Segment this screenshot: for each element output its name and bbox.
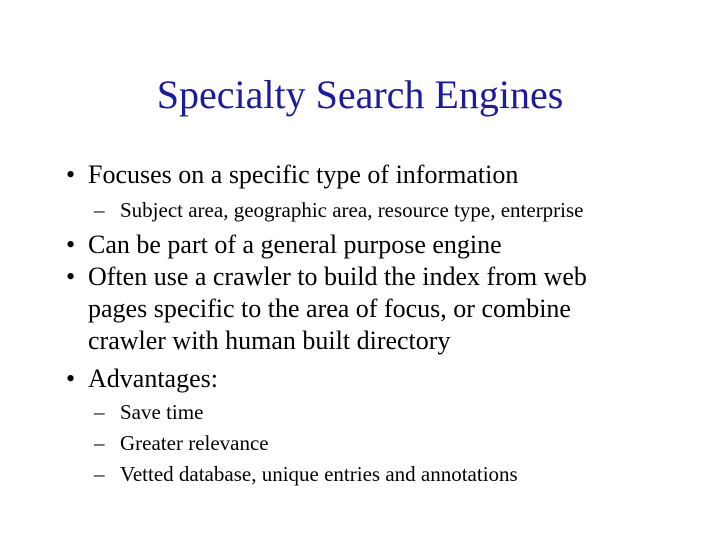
bullet-text-line: crawler with human built directory — [88, 326, 451, 355]
bullet-item — [66, 229, 688, 261]
bullet-marker: • — [66, 262, 76, 291]
bullet-marker: • — [66, 160, 76, 189]
dash-marker: – — [94, 198, 105, 222]
sub-bullet-item — [94, 429, 700, 457]
slide-title: Specialty Search Engines — [156, 72, 564, 117]
bullet-text: Focuses on a specific type of information — [88, 160, 519, 189]
dash-marker: – — [94, 462, 105, 486]
sub-bullet-item — [94, 196, 700, 224]
bullet-item — [66, 363, 688, 395]
dash-marker: – — [94, 400, 105, 424]
bullet-marker: • — [66, 230, 76, 259]
sub-bullet-text: Subject area, geographic area, resource type, enterprise — [120, 198, 584, 222]
sub-bullet-item — [94, 398, 700, 426]
dash-marker: – — [94, 431, 105, 455]
bullet-item — [66, 261, 688, 357]
bullet-text: Can be part of a general purpose engine — [88, 230, 502, 259]
sub-bullet-text: Save time — [120, 400, 204, 424]
bullet-text-line: Often use a crawler to build the index from web — [88, 262, 587, 291]
sub-bullet-text: Greater relevance — [120, 431, 269, 455]
sub-bullet-item — [94, 460, 700, 488]
bullet-text-line: pages specific to the area of focus, or combine — [88, 294, 571, 323]
bullet-item — [66, 159, 688, 191]
bullet-marker: • — [66, 364, 76, 393]
bullet-text: Advantages: — [88, 364, 218, 393]
sub-bullet-text: Vetted database, unique entries and annotations — [120, 462, 518, 486]
